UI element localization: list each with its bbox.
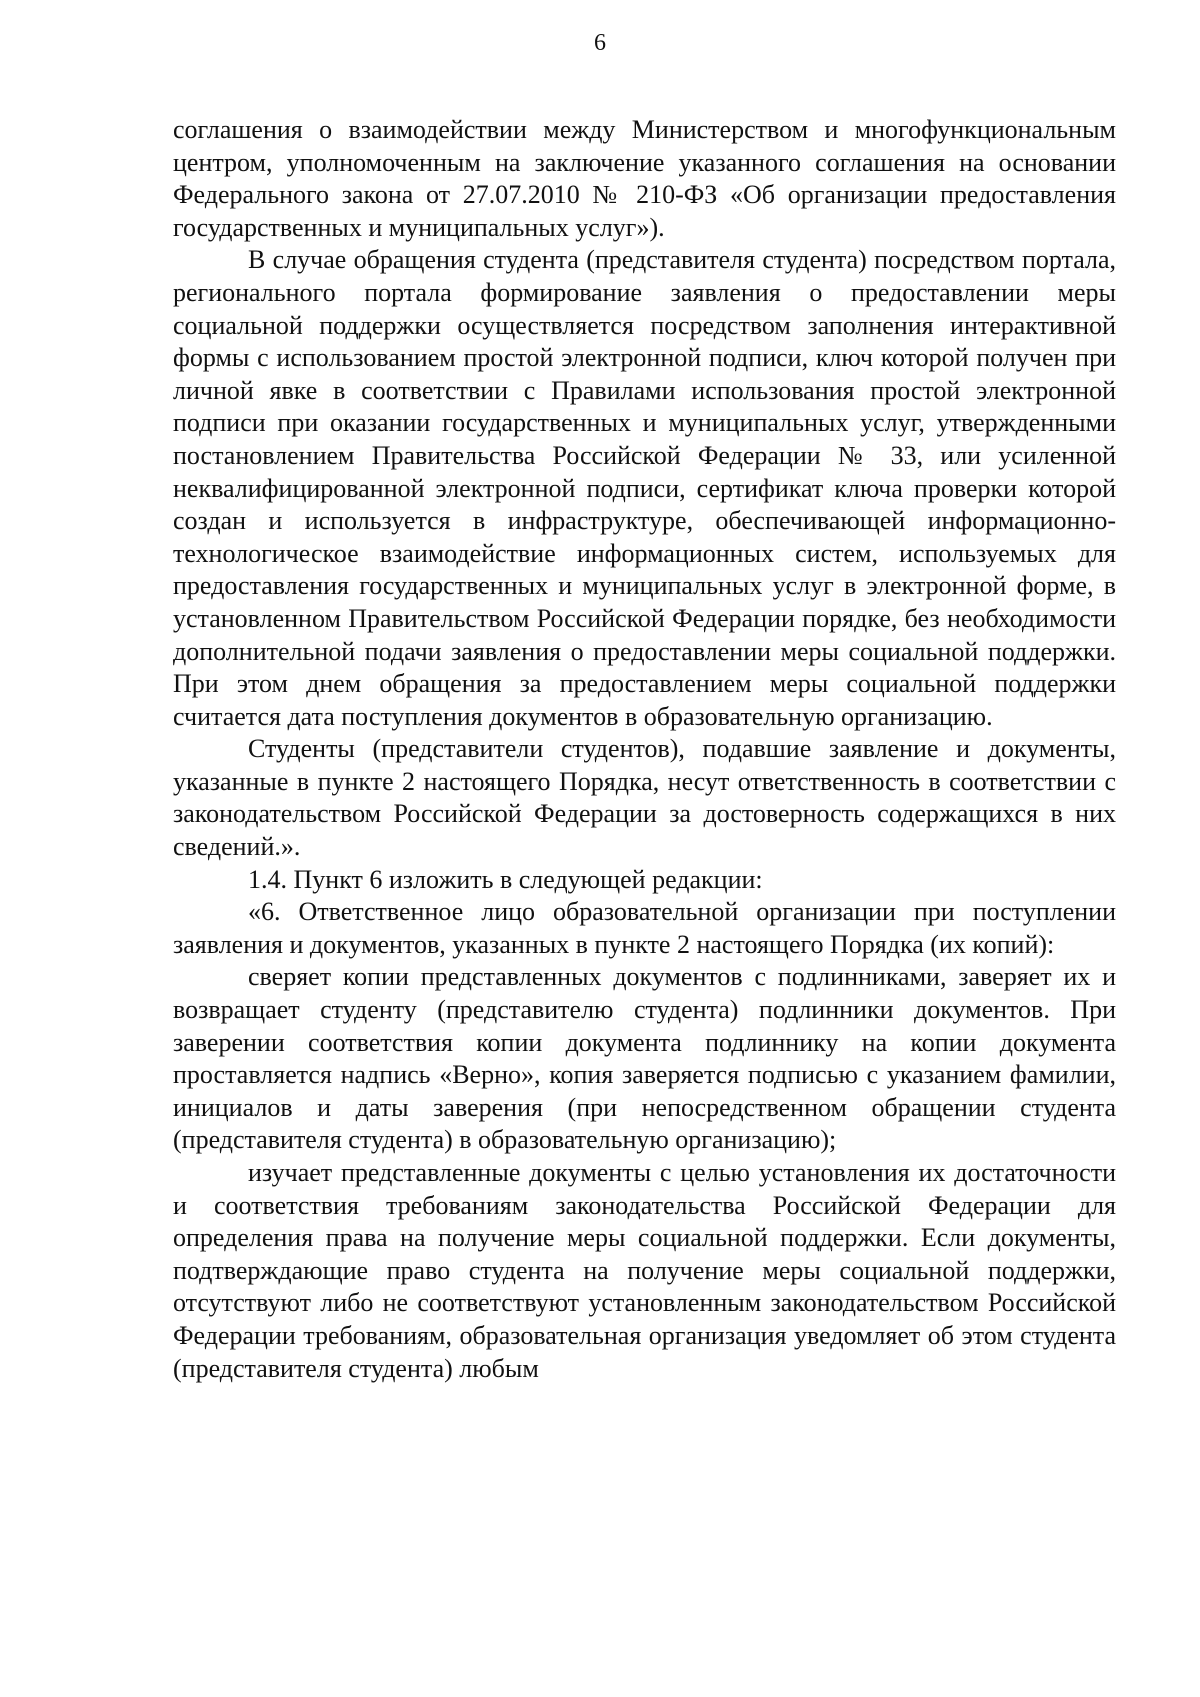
page-number: 6 [594, 30, 606, 56]
paragraph-clause-6: «6. Ответственное лицо образовательной организации при поступлении заявления и документов, указанных в пункте 2 настоящего Порядка (их копий): [173, 897, 1116, 959]
document-body [173, 114, 1116, 1385]
paragraph-copies-verification: сверяет копии представленных документов с подлинниками, заверяет их и возвращает студенту (представителю студента) подлинники документов. При заверении соответствия копии документа подлиннику на копии документа проставляется надпись «Верно», копия заверяется подписью с указанием фамилии, инициалов и даты заверения (при непосредственном обращении студента (представителя студента) в образовательную организацию); [173, 962, 1116, 1155]
paragraph-item-1-4: 1.4. Пункт 6 изложить в следующей редакции: [248, 864, 763, 894]
paragraph-documents-review: изучает представленные документы с целью установления их достаточности и соответствия требованиям законодательства Российской Федерации для определения права на получение меры социальной поддержки. Если документы, подтверждающие право студента на получение меры социальной поддержки, отсутствуют либо не соответствуют установленным законодательством Российской Федерации требованиям, образовательная организация уведомляет об этом студента (представителя студента) любым [173, 1158, 1116, 1383]
paragraph-student-responsibility: Студенты (представители студентов), подавшие заявление и документы, указанные в пункте 2 настоящего Порядка, несут ответственность в соответствии с законодательством Российской Федерации за достоверность содержащихся в них сведений.». [173, 734, 1116, 862]
paragraph-portal-application: В случае обращения студента (представителя студента) посредством портала, регионального портала формирование заявления о предоставлении меры социальной поддержки осуществляется посредством заполнения интерактивной формы с использованием простой электронной подписи, ключ которой получен при личной явке в соответствии с Правилами использования простой электронной подписи при оказании государственных и муниципальных услуг, утвержденными постановлением Правительства Российской Федерации № 33, или усиленной неквалифицированной электронной подписи, сертификат ключа проверки которой создан и используется в инфраструктуре, обеспечивающей информационно-технологическое взаимодействие информационных систем, используемых для предоставления государственных и муниципальных услуг в электронной форме, в установленном Правительством Российской Федерации порядке, без необходимости дополнительной подачи заявления о предоставлении меры социальной поддержки. При этом днем обращения за предоставлением меры социальной поддержки считается дата поступления документов в образовательную организацию. [173, 245, 1116, 731]
paragraph-agreement-clause: соглашения о взаимодействии между Министерством и многофункциональным центром, уполномоченным на заключение указанного соглашения на основании Федерального закона от 27.07.2010 № 210-ФЗ «Об организации предоставления государственных и муниципальных услуг»). [173, 115, 1116, 242]
